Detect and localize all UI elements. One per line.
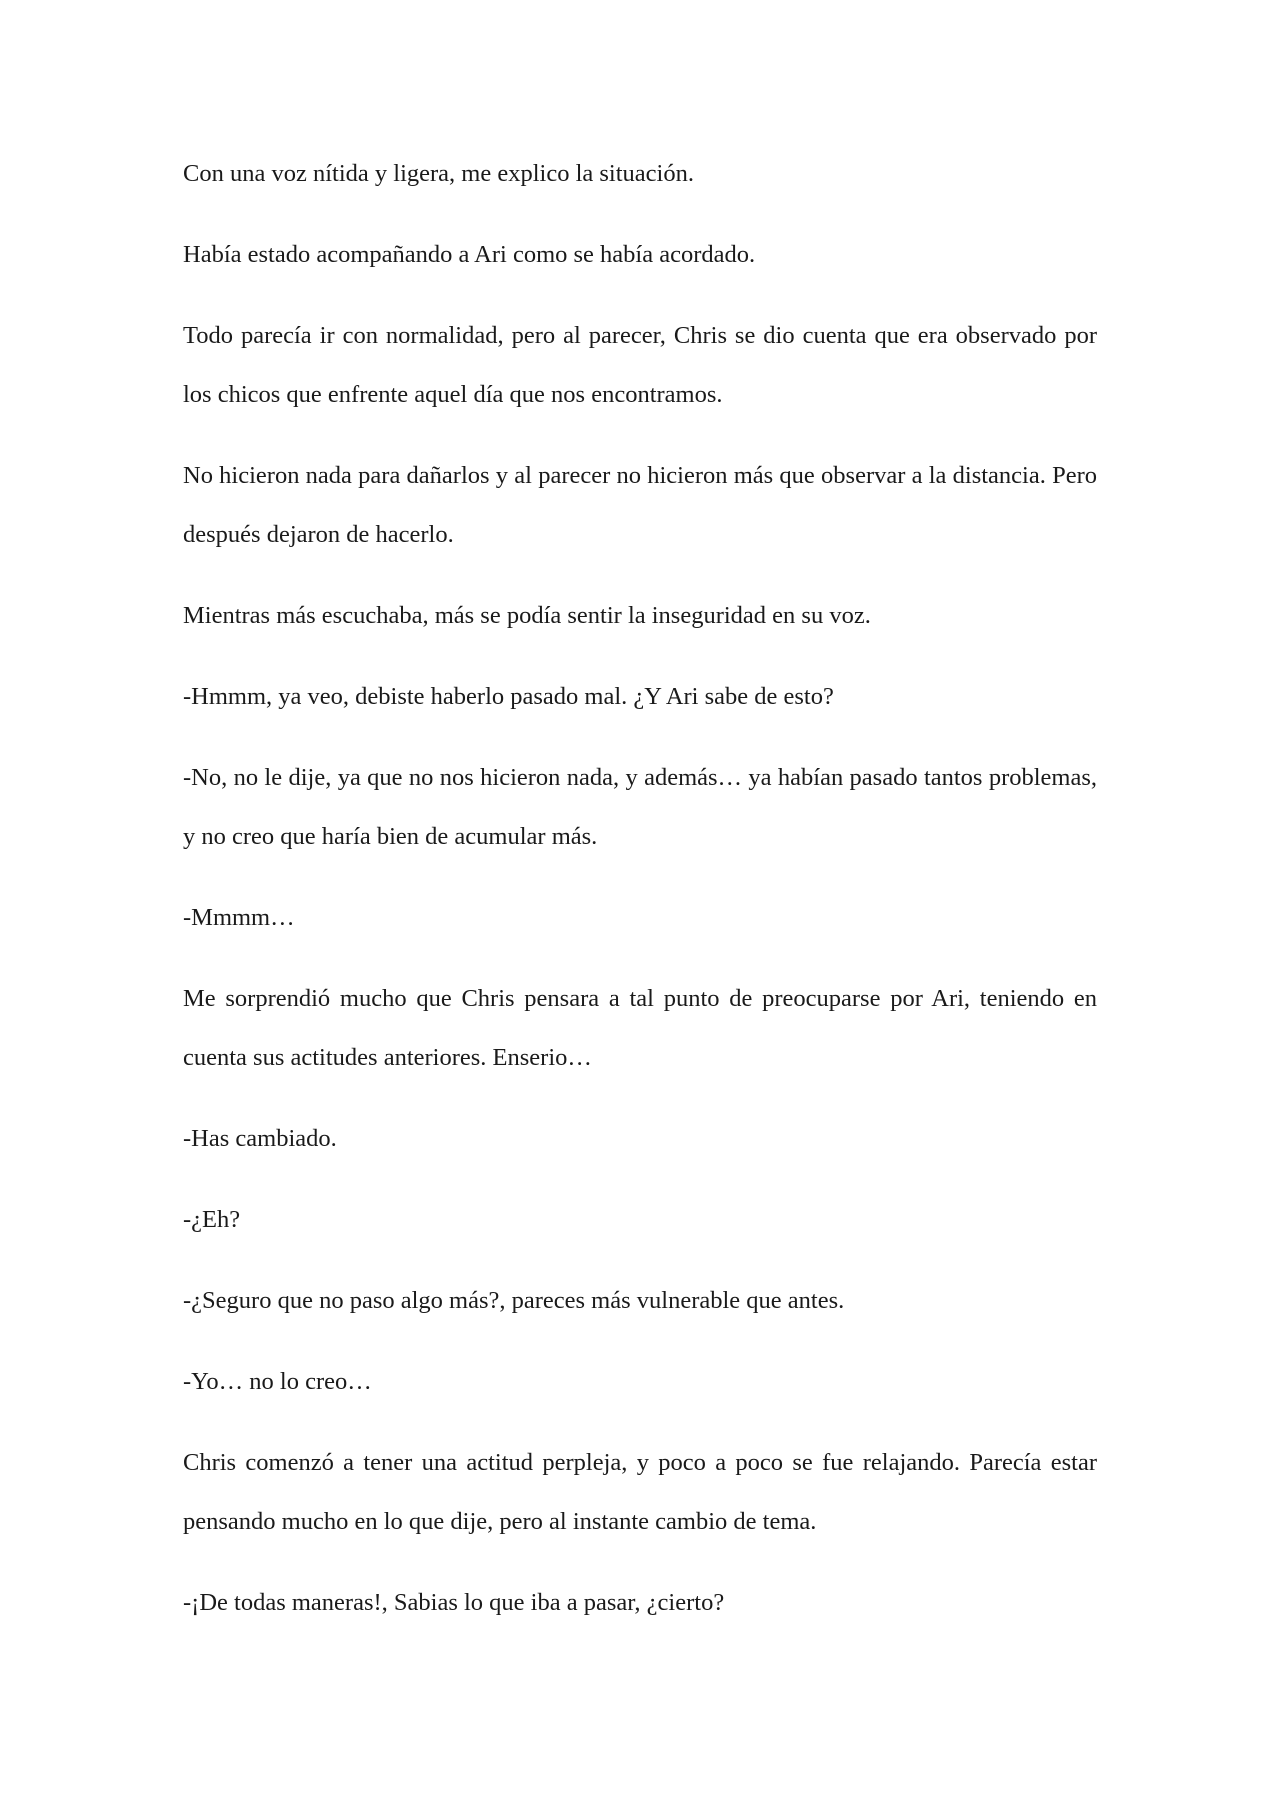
paragraph: -¿Eh? — [183, 1206, 241, 1233]
paragraph: -Has cambiado. — [183, 1125, 337, 1152]
paragraph: -¡De todas maneras!, Sabias lo que iba a pasar, ¿cierto? — [183, 1589, 725, 1616]
paragraph: -Hmmm, ya veo, debiste haberlo pasado mal. ¿Y Ari sabe de esto? — [183, 683, 834, 710]
document-body — [183, 144, 1097, 1654]
paragraph: No hicieron nada para dañarlos y al parecer no hicieron más que observar a la distancia. Pero después dejaron de hacerlo. — [183, 462, 1097, 548]
paragraph: -Yo… no lo creo… — [183, 1368, 372, 1395]
paragraph: Chris comenzó a tener una actitud perpleja, y poco a poco se fue relajando. Parecía estar pensando mucho en lo que dije, pero al instante cambio de tema. — [183, 1449, 1097, 1535]
paragraph: Me sorprendió mucho que Chris pensara a tal punto de preocuparse por Ari, teniendo en cuenta sus actitudes anteriores. Enserio… — [183, 985, 1097, 1071]
paragraph: Con una voz nítida y ligera, me explico la situación. — [183, 160, 694, 187]
paragraph: -Mmmm… — [183, 904, 295, 931]
paragraph: Mientras más escuchaba, más se podía sentir la inseguridad en su voz. — [183, 602, 871, 629]
paragraph: -¿Seguro que no paso algo más?, pareces más vulnerable que antes. — [183, 1287, 845, 1314]
paragraph: -No, no le dije, ya que no nos hicieron nada, y además… ya habían pasado tantos problemas, y no creo que haría bien de acumular más. — [183, 764, 1097, 850]
paragraph: Todo parecía ir con normalidad, pero al parecer, Chris se dio cuenta que era observado por los chicos que enfrente aquel día que nos encontramos. — [183, 322, 1097, 408]
paragraph: Había estado acompañando a Ari como se había acordado. — [183, 241, 756, 268]
